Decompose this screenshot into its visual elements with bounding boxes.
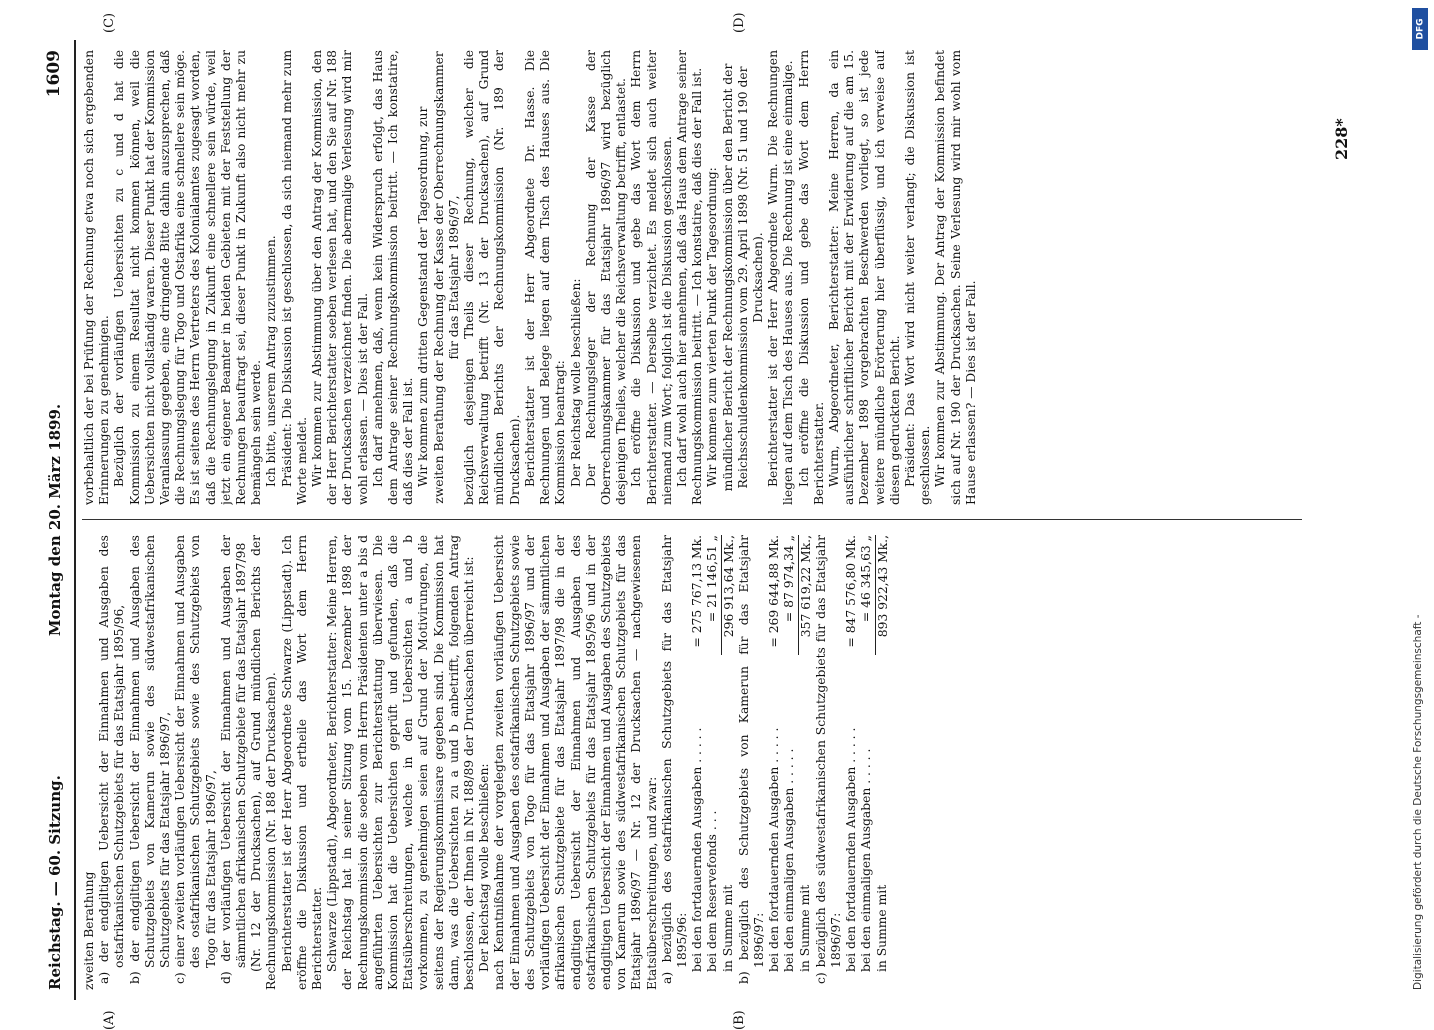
sum-line: [721, 535, 737, 990]
sum-label: bei den einmaligen Ausgaben . . . . .: [859, 748, 874, 972]
paragraph: b) bezüglich des Schutzgebiets von Kamerun für das Etatsjahr 1896/97:: [736, 535, 766, 984]
sum-line: [782, 535, 797, 990]
paragraph: Der Reichstag wolle beschließen:: [568, 278, 583, 487]
sum-line: [705, 535, 720, 990]
column-divider: [82, 519, 1302, 520]
paragraph: vorbehaltlich der bei Prüfung der Rechnung etwa noch sich ergebenden Erinnerungen zu genehmigen.: [82, 50, 112, 505]
sum-value: = 21 146,51 „: [705, 535, 720, 623]
sum-value: = 847 576,80 Mk.: [844, 535, 859, 648]
sum-line: [798, 535, 814, 990]
sum-line: [690, 535, 705, 990]
paragraph: Wurm, Abgeordneter, Berichterstatter: Meine Herren, da ein ausführlicher schriftlicher Bericht mit der Erwiderung auf die am 15. Dezember 1898 vorgebrachten Beschwerden vorliegt, so ist jede weitere mündliche Erörterung hier überflüssig, und ich verweise auf diesen gedruckten Bericht.: [826, 50, 902, 505]
sum-label: in Summe mit: [797, 884, 812, 972]
sum-label: in Summe mit: [874, 884, 889, 972]
dfg-logo-text: DFG: [1415, 18, 1426, 40]
paragraph: Ich darf annehmen, daß, wenn kein Widerspruch erfolgt, das Haus dem Antrage seiner Rechnungskommission beitritt. — Ich konstatire, daß dies der Fall ist.: [370, 50, 416, 505]
sum-line: [767, 535, 782, 990]
paragraph: Berichterstatter ist der Herr Abgeordnete Dr. Hasse. Die Rechnungen und Belege liegen auf dem Tisch des Hauses aus. Die Kommission beantragt:: [522, 50, 568, 505]
right-column: [82, 50, 1402, 505]
paragraph: Ich eröffne die Diskussion und gebe das Wort dem Herrn Berichterstatter.: [796, 50, 826, 505]
sidebar-funding-text: Digitalisierung gefördert durch die Deutsche Forschungsgemeinschaft -: [1412, 614, 1424, 990]
sum-label: in Summe mit: [720, 884, 735, 972]
header-date: Montag den 20. März 1899.: [46, 403, 64, 637]
sum-value: 296 913,64 Mk.,: [721, 535, 737, 655]
margin-mark-b: (B): [732, 1010, 747, 1030]
paragraph: Wir kommen zum dritten Gegenstand der Tagesordnung, zur: [416, 106, 431, 487]
paragraph: Der Rechnungsleger der Rechnung der Kasse der Oberrechnungskammer für das Etatsjahr 1896/97 wird bezüglich desjenigen Theiles, welcher die Reichsverwaltung betrifft, entlastet.: [583, 50, 629, 505]
paragraph: Präsident: Das Wort wird nicht weiter verlangt; die Diskussion ist geschlossen.: [902, 50, 933, 505]
header-left: Reichstag. — 60. Sitzung.: [46, 775, 64, 990]
paragraph: Ich darf wohl auch hier annehmen, daß das Haus dem Antrage seiner Rechnungskommission beitritt. — Ich konstatire, daß dies der Fall ist.: [674, 50, 705, 505]
paragraph: Berichterstatter ist der Herr Abgeordnete Wurm. Die Rechnungen liegen auf dem Tisch des Hauses aus. Die Rechnung ist eine einmalige.: [766, 50, 796, 505]
paragraph: zweiten Berathung der Rechnung der Kasse der Oberrechnungskammer für das Etatsjahr 1896/97,: [431, 51, 461, 504]
sum-label: bei den fortdauernden Ausgaben . . . . .: [690, 727, 705, 972]
paragraph: Ich bitte, unserem Antrag zuzustimmen.: [264, 235, 279, 487]
sum-line: [844, 535, 859, 990]
sum-label: bei den einmaligen Ausgaben . . . . .: [782, 748, 797, 972]
sum-line: [875, 535, 891, 990]
paragraph: zweiten Berathung: [82, 871, 96, 990]
paragraph: d) der vorläufigen Uebersicht der Einnahmen und Ausgaben der sämmtlichen afrikanischen Schutzgebiete für das Etatsjahr 1897/98: [218, 535, 249, 984]
paragraph: Bezüglich der vorläufigen Uebersichten zu c und d hat die Kommission zu einem Resultat nicht kommen können, weil die Uebersichten nicht vollständig waren. Dieser Punkt hat der Kommission Veranlassung gegeben, eine dringende Bitte dahin auszusprechen, daß die Rechnungslegung für Togo und Ostafrika eine schnellere sein möge. Es ist seitens des Herrn Vertreters des Kolonialamtes zugesagt worden, daß die Rechnungslegung in Zukunft eine schnellere sein würde, weil jetzt ein eigener Beamter in beiden Gebieten mit der Feststellung der Rechnungen beauftragt sei, dieser Punkt in Zukunft also nicht mehr zu bemängeln sein werde.: [112, 50, 264, 505]
page-header: [42, 40, 72, 1000]
signature-mark: 228*: [1332, 118, 1351, 160]
page-number: 1609: [44, 50, 64, 98]
sum-value: = 87 974,34 „: [782, 535, 797, 623]
paragraph: Der Reichstag wolle beschließen:: [477, 763, 492, 972]
paragraph: Wir kommen zur Abstimmung. Der Antrag der Kommission befindet sich auf Nr. 190 der Drucksachen. Seine Verlesung wird mir wohl vom Hause erlassen? — Dies ist der Fall.: [933, 50, 978, 505]
paragraph: mündlicher Bericht der Rechnungskommission über den Bericht der Reichsschuldenkommission vom 29. April 1898 (Nr. 51 und 190 der Drucksachen).: [720, 63, 765, 492]
header-rule: [74, 40, 76, 1000]
sum-line: [859, 535, 874, 990]
sum-value: 893 922,43 Mk.,: [875, 535, 891, 655]
paragraph: a) der endgiltigen Uebersicht der Einnahmen und Ausgaben des ostafrikanischen Schutzgebiets für das Etatsjahr 1895/96,: [97, 535, 127, 984]
sum-label: bei dem Reservefonds . . .: [705, 810, 720, 972]
paragraph: c) bezüglich des südwestafrikanischen Schutzgebiets für das Etatsjahr 1896/97:: [813, 535, 843, 984]
margin-mark-d: (D): [732, 12, 747, 33]
sum-value: = 46 345,63 „: [859, 535, 874, 623]
paragraph: c) einer zweiten vorläufigen Uebersicht der Einnahmen und Ausgaben des ostafrikanischen Schutzgebiets sowie des Schutzgebiets von Togo für das Etatsjahr 1896/97,: [173, 535, 218, 984]
sum-label: bei den fortdauernden Ausgaben . . . . .: [767, 727, 782, 972]
paragraph: Präsident: Die Diskussion ist geschlossen, da sich niemand mehr zum Worte meldet.: [279, 50, 309, 505]
paragraph: Berichterstatter ist der Herr Abgeordnete Schwarze (Lippstadt). Ich eröffne die Diskussion und ertheile das Wort dem Herrn Berichterstatter.: [279, 535, 325, 990]
sum-value: 357 619,22 Mk.,: [798, 535, 814, 655]
paragraph: Schwarze (Lippstadt), Abgeordneter, Berichterstatter: Meine Herren, der Reichstag hat in seiner Sitzung vom 15. Dezember 1898 der Rechnungskommission die soeben vom Herrn Präsidenten unter a bis d angeführten Uebersichten zur Berichterstattung überwiesen. Die Kommission hat die Uebersichten geprüft und gefunden, daß die Etatsüberschreitungen, welche in den Uebersichten a und b vorkommen, zu genehmigen seien auf Grund der Motivirungen, die seitens der Regierungskommissare gegeben sind. Die Kommission hat dann, was die Uebersichten zu a und b anbetrifft, folgenden Antrag beschlossen, der Ihnen in Nr. 188/89 der Drucksachen überreicht ist:: [325, 535, 477, 990]
paragraph: a) bezüglich des ostafrikanischen Schutzgebiets für das Etatsjahr 1895/96:: [659, 535, 689, 984]
paragraph: Ich eröffne die Diskussion und gebe das Wort dem Herrn Berichterstatter. — Derselbe verzichtet. Es meldet sich auch weiter niemand zum Wort; folglich ist die Diskussion geschlossen.: [629, 50, 674, 505]
paragraph: b) der endgiltigen Uebersicht der Einnahmen und Ausgaben des Schutzgebiets von Kamerun sowie des südwestafrikanischen Schutzgebiets für das Etatsjahr 1896/97,: [127, 535, 173, 984]
paragraph: nach Kenntnißnahme der vorgelegten zweiten vorläufigen Uebersicht der Einnahmen und Ausgaben des ostafrikanischen Schutzgebiets sowie des Schutzgebiets von Togo für das Etatsjahr 1896/97 und der vorläufigen Uebersicht der Einnahmen und Ausgaben der sämmtlichen afrikanischen Schutzgebiete für das Etatsjahr 1897/98 die in der endgiltigen Uebersicht der Einnahmen und Ausgaben des ostafrikanischen Schutzgebiets für das Etatsjahr 1895/96 und in der endgiltigen Uebersicht der Einnahmen und Ausgaben des Schutzgebiets von Kamerun sowie des südwestafrikanischen Schutzgebiets für das Etatsjahr 1896/97 — Nr. 12 der Drucksachen — nachgewiesenen Etatsüberschreitungen, und zwar:: [492, 535, 659, 990]
paragraph: (Nr. 12 der Drucksachen), auf Grund mündlichen Berichts der Rechnungskommission (Nr. 188 der Drucksachen).: [249, 535, 279, 990]
paragraph: Wir kommen zur Abstimmung über den Antrag der Kommission, den der Herr Berichterstatter soeben verlesen hat, und den Sie auf Nr. 188 der Drucksachen verzeichnet finden. Die abermalige Verlesung wird mir wohl erlassen. — Dies ist der Fall.: [310, 50, 370, 505]
paragraph: Wir kommen zum vierten Punkt der Tagesordnung:: [705, 167, 720, 487]
sum-value: = 275 767,13 Mk.: [690, 535, 705, 648]
paragraph: bezüglich desjenigen Theils dieser Rechnung, welcher die Reichsverwaltung betrifft (Nr. 13 der Drucksachen), auf Grund mündlichen Berichts der Rechnungskommission (Nr. 189 der Drucksachen).: [462, 50, 522, 505]
sum-value: = 269 644,88 Mk.: [767, 535, 782, 648]
margin-mark-a: (A): [102, 1010, 117, 1030]
dfg-logo-icon: [1412, 8, 1428, 50]
sum-label: bei den fortdauernden Ausgaben . . . . .: [844, 727, 859, 972]
left-column: [82, 535, 1402, 990]
margin-mark-c: (C): [102, 12, 117, 33]
